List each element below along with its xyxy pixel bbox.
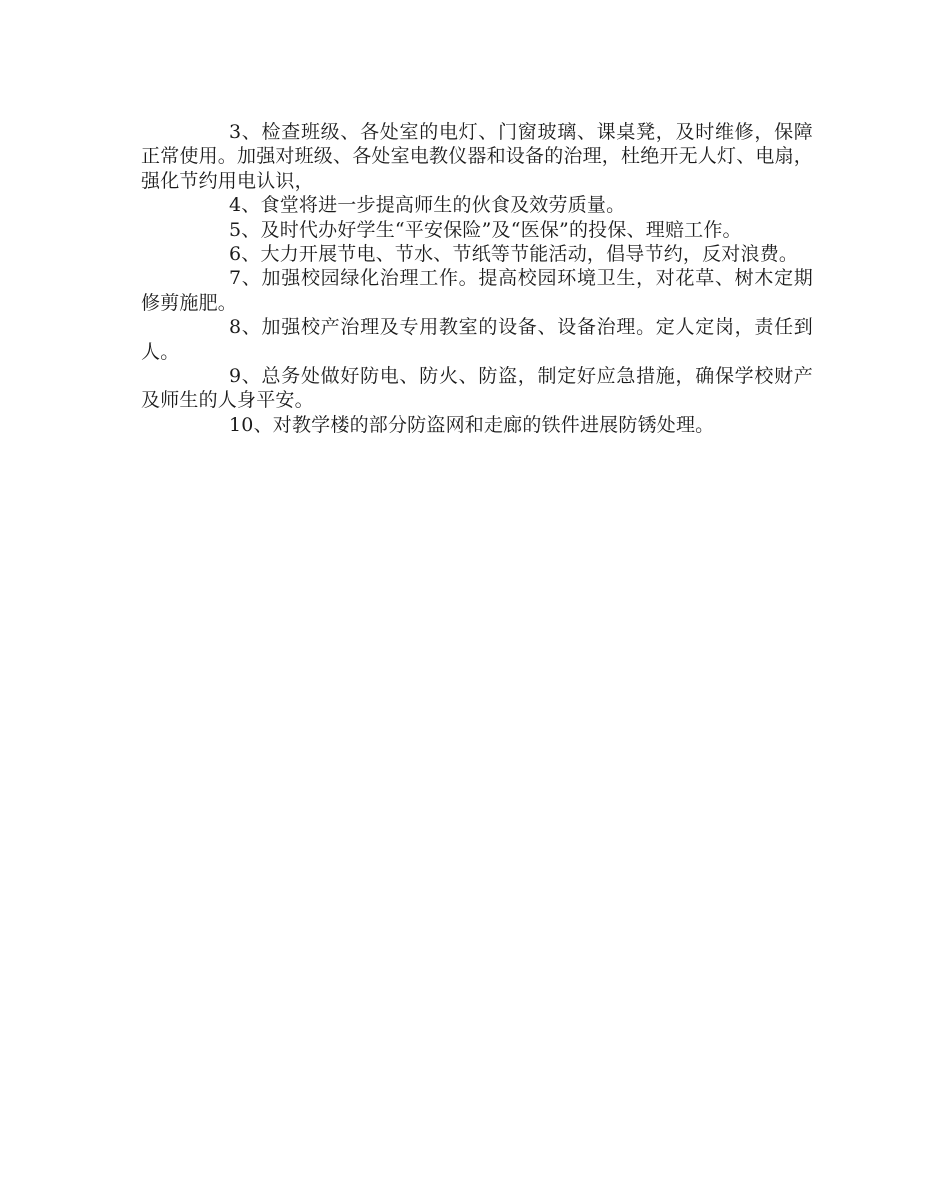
paragraph-item-10: 10、对教学楼的部分防盗网和走廊的铁件进展防锈处理。: [229, 413, 715, 436]
paragraph-item-6: 6、大力开展节电、节水、节纸等节能活动，倡导节约，反对浪费。: [229, 243, 799, 266]
paragraph-item-5: 5、及时代办好学生“平安保险”及“医保”的投保、理赔工作。: [229, 218, 742, 241]
document-body: [141, 120, 813, 437]
paragraph-item-4: 4、食堂将进一步提高师生的伙食及效劳质量。: [229, 194, 626, 217]
paragraph-item-7: 7、加强校园绿化治理工作。提高校园环境卫生，对花草、树木定期修剪施肥。: [141, 267, 813, 314]
paragraph-item-9: 9、总务处做好防电、防火、防盗，制定好应急措施，确保学校财产及师生的人身平安。: [141, 365, 813, 412]
paragraph-item-3: 3、检查班级、各处室的电灯、门窗玻璃、课桌凳，及时维修，保障正常使用。加强对班级、各处室电教仪器和设备的治理，杜绝开无人灯、电扇，强化节约用电认识，: [141, 121, 814, 192]
paragraph-item-8: 8、加强校产治理及专用教室的设备、设备治理。定人定岗，责任到人。: [141, 316, 813, 363]
